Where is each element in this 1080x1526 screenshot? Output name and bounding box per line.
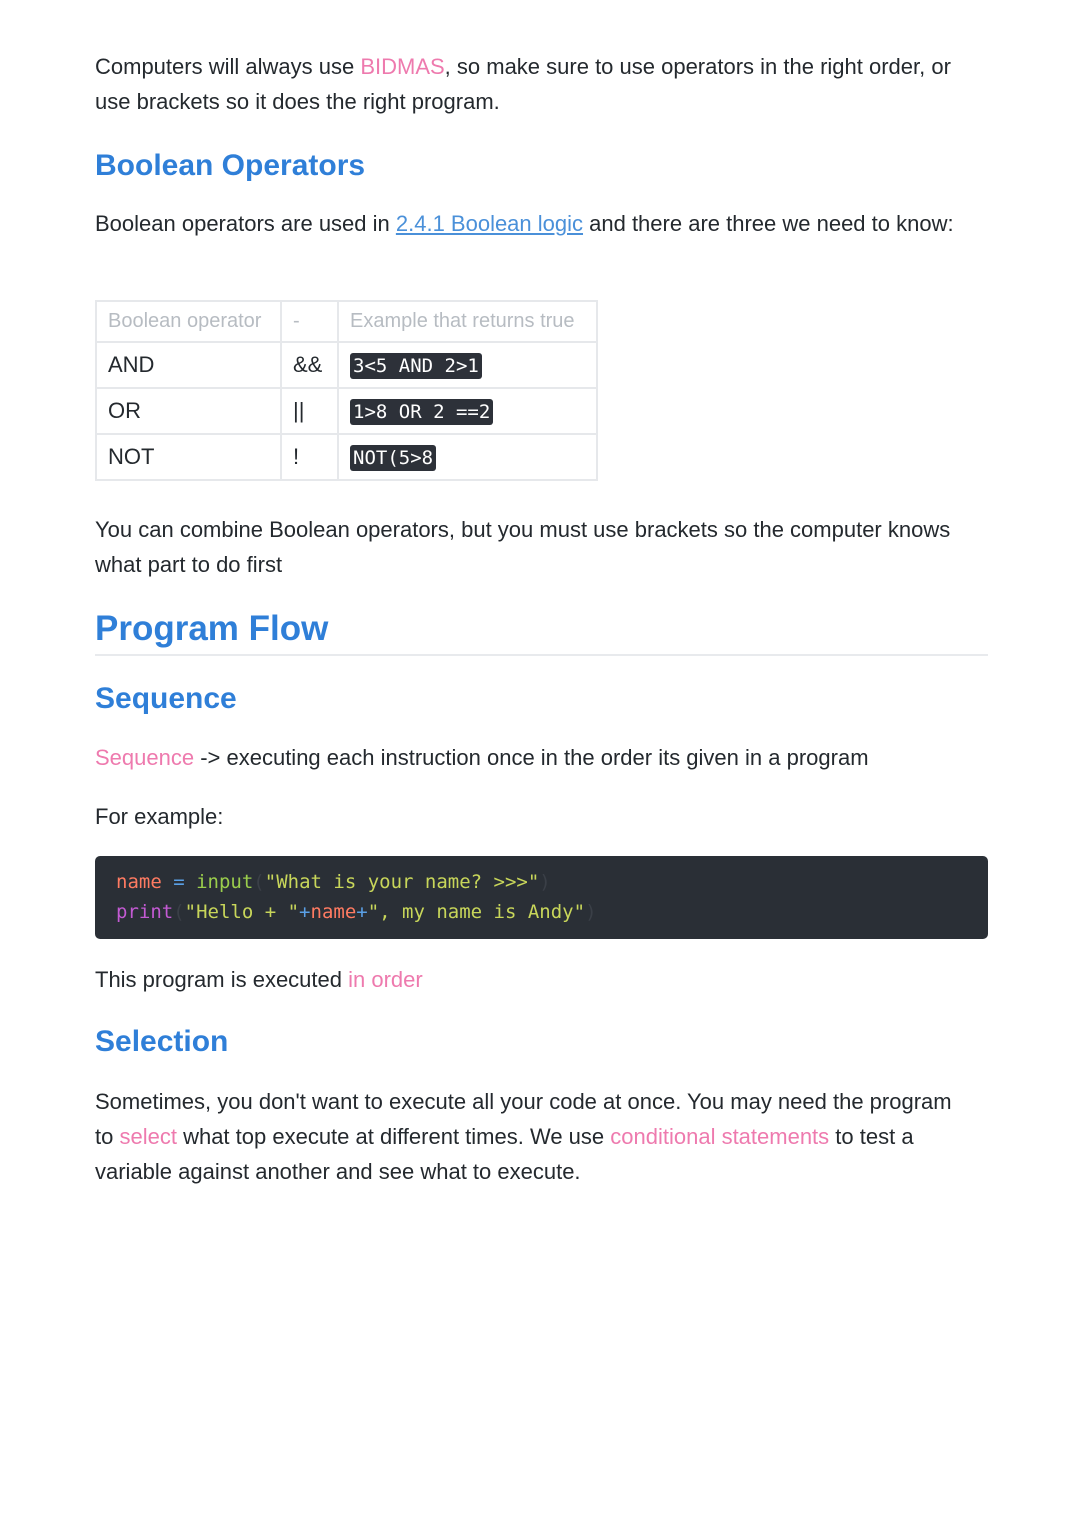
section-divider [95, 654, 988, 656]
table-header-operator: Boolean operator [96, 301, 281, 342]
code-line-2 [116, 897, 967, 927]
operator-name: NOT [96, 434, 281, 480]
code-operator: + [356, 901, 368, 923]
sequence-definition [95, 740, 988, 775]
sequence-heading: Sequence [95, 682, 237, 715]
executed-text: This program is executed [95, 967, 349, 992]
selection-text-3: to test a variable against another and see what to execute. [95, 1124, 914, 1184]
code-function: print [116, 901, 174, 923]
operator-example-code: 1>8 OR 2 ==2 [350, 399, 493, 425]
boolean-intro-before: Boolean operators are used in [95, 211, 396, 236]
code-paren: ) [539, 871, 551, 893]
combine-operators-paragraph: You can combine Boolean operators, but you must use brackets so the computer knows what part to do first [95, 517, 951, 577]
code-function: input [196, 871, 254, 893]
code-operator: + [299, 901, 311, 923]
code-block [95, 856, 988, 939]
operator-example-cell [338, 388, 597, 434]
operator-symbol: ! [281, 434, 338, 480]
table-row [96, 342, 597, 388]
select-highlight: select [119, 1124, 177, 1149]
code-variable: name [116, 871, 162, 893]
table-row [96, 434, 597, 480]
selection-text-1: Sometimes, you don't want to execute all your code at once. You may need the program to [95, 1089, 952, 1149]
boolean-intro-paragraph [95, 206, 988, 241]
code-operator: = [161, 871, 197, 893]
boolean-logic-link[interactable]: 2.4.1 Boolean logic [395, 211, 584, 236]
code-line-1 [116, 867, 967, 897]
bidmas-paragraph [95, 49, 988, 119]
code-paren: ) [585, 901, 597, 923]
selection-heading: Selection [95, 1025, 229, 1058]
table-header-example: Example that returns true [338, 301, 597, 342]
code-paren: ( [173, 901, 185, 923]
conditional-statements-highlight: conditional statements [610, 1124, 830, 1149]
executed-in-order-paragraph [95, 962, 423, 997]
boolean-operators-table [95, 300, 598, 481]
code-string: "What is your name? >>>" [264, 871, 540, 893]
table-header-symbol: - [281, 301, 338, 342]
selection-paragraph [95, 1084, 975, 1189]
code-paren: ( [253, 871, 265, 893]
operator-symbol: && [281, 342, 338, 388]
code-string: ", my name is Andy" [367, 901, 586, 923]
code-string: "Hello + " [184, 901, 300, 923]
bidmas-text-after: , so make sure to use operators in the right order, or use brackets so it does the right program. [95, 54, 951, 114]
sequence-term: Sequence [95, 745, 195, 770]
boolean-intro-after: and there are three we need to know: [583, 211, 954, 236]
in-order-highlight: in order [348, 967, 423, 992]
operator-symbol: || [281, 388, 338, 434]
operator-name: OR [96, 388, 281, 434]
example-label: For example: [95, 804, 224, 829]
bidmas-highlight: BIDMAS [360, 54, 445, 79]
program-flow-heading: Program Flow [95, 609, 329, 648]
selection-text-2: what top execute at different times. We use [176, 1124, 611, 1149]
table-header-row [96, 301, 597, 342]
operator-example-code: NOT(5>8 [350, 445, 436, 471]
table-row [96, 388, 597, 434]
bidmas-text-before: Computers will always use [95, 54, 361, 79]
operator-example-cell [338, 342, 597, 388]
operator-example-code: 3<5 AND 2>1 [350, 353, 482, 379]
operator-name: AND [96, 342, 281, 388]
operator-example-cell [338, 434, 597, 480]
sequence-definition-text: -> executing each instruction once in the order its given in a program [194, 745, 869, 770]
code-variable: name [310, 901, 357, 923]
boolean-operators-heading: Boolean Operators [95, 149, 366, 182]
